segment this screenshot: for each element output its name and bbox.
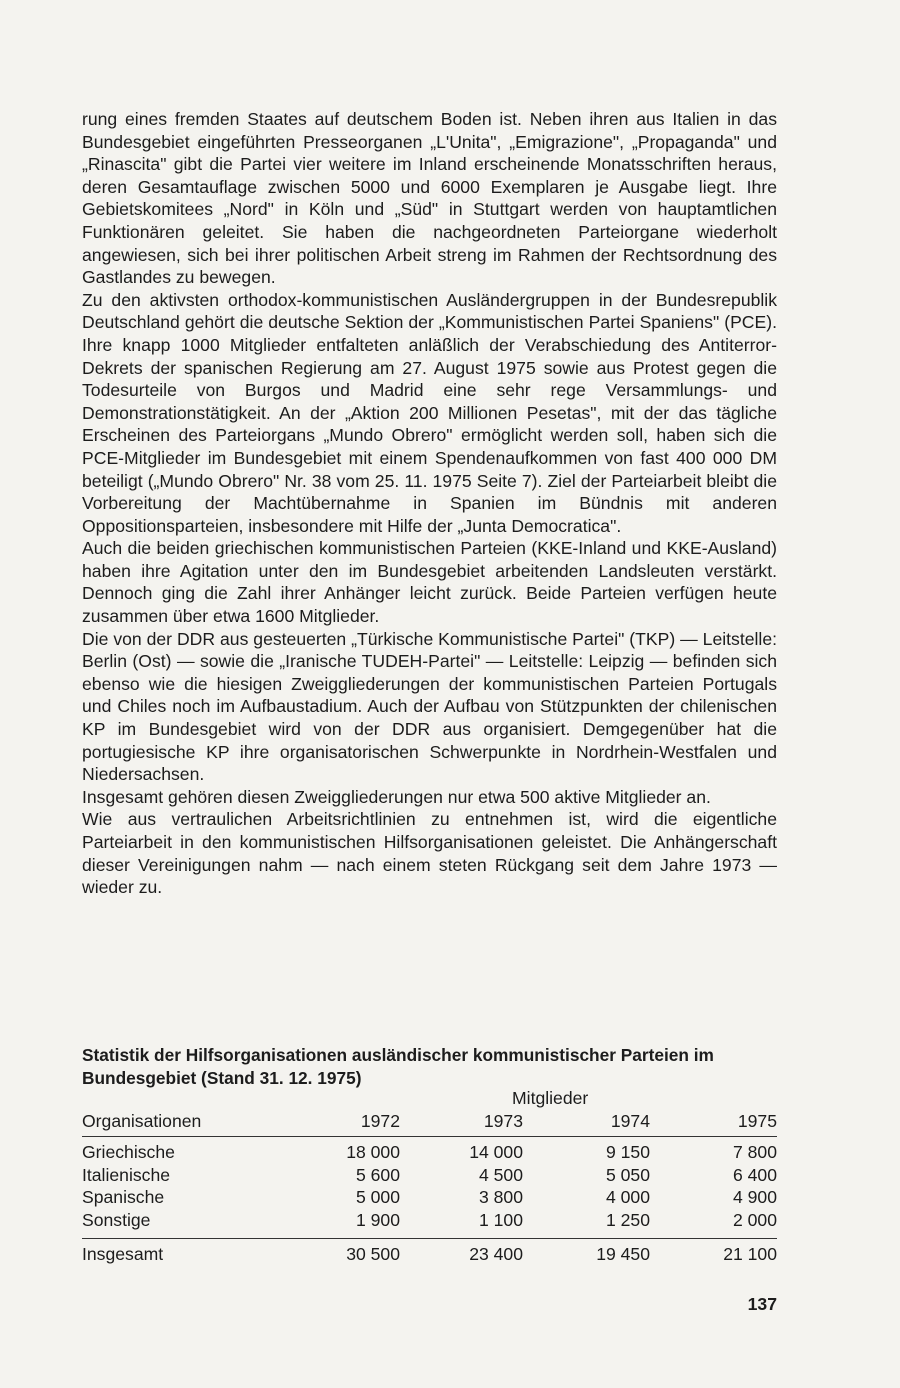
group-header-mitglieder: Mitglieder bbox=[512, 1088, 589, 1108]
cell-value: 6 400 bbox=[732, 1164, 777, 1185]
cell-value: 21 100 bbox=[723, 1243, 777, 1264]
cell-value: 18 000 bbox=[346, 1142, 400, 1163]
total-rule bbox=[82, 1238, 777, 1239]
cell-value: 1 100 bbox=[478, 1209, 523, 1230]
header-year: 1972 bbox=[360, 1110, 400, 1131]
cell-value: 14 000 bbox=[469, 1142, 523, 1163]
table-header-row bbox=[82, 1110, 777, 1133]
paragraph: Insgesamt gehören diesen Zweiggliederungen nur etwa 500 aktive Mitglieder an. bbox=[82, 786, 711, 807]
paragraph: Zu den aktivsten orthodox-kommunistischen Ausländergruppen in der Bundesrepublik Deutschland gehört die deutsche Sektion der „Kommunistischen Partei Spaniens" (PCE). Ihre knapp 1000 Mitglieder entfalteten anläßlich der Verabschiedung des Antiterror-Dekrets der spanischen Regierung am 27. August 1975 sowie aus Protest gegen die Todesurteile von Burgos und Madrid eine sehr rege Versammlungs- und Demonstrationstätigkeit. An der „Aktion 200 Millionen Pesetas", mit der das tägliche Erscheinen des Parteiorgans „Mundo Obrero" ermöglicht werden soll, haben sich die PCE-Mitglieder im Bundesgebiet mit einem Spendenaufkommen von fast 400 000 DM beteiligt („Mundo Obrero" Nr. 38 vom 25. 11. 1975 Seite 7). Ziel der Parteiarbeit bleibt die Vorbereitung der Machtübernahme in Spanien im Bündnis mit anderen Oppositionsparteien, insbesondere mit Hilfe der „Junta Democratica". bbox=[82, 289, 777, 536]
header-organisationen: Organisationen bbox=[82, 1110, 202, 1131]
row-label: Spanische bbox=[82, 1187, 165, 1208]
header-year: 1975 bbox=[737, 1110, 777, 1131]
cell-value: 4 500 bbox=[478, 1164, 523, 1185]
row-label: Italienische bbox=[82, 1164, 171, 1185]
cell-value: 3 800 bbox=[478, 1187, 523, 1208]
cell-value: 5 050 bbox=[605, 1164, 650, 1185]
cell-value: 4 000 bbox=[605, 1187, 650, 1208]
cell-value: 23 400 bbox=[469, 1243, 523, 1264]
paragraph: rung eines fremden Staates auf deutschem Boden ist. Neben ihren aus Italien in das Bundesgebiet eingeführten Presseorganen „L'Unita", „Emigrazione", „Propaganda" und „Rinascita" gibt die Partei vier weitere im Inland erscheinende Monatsschriften heraus, deren Gesamtauflage zwischen 5000 und 6000 Exemplaren je Ausgabe liegt. Ihre Gebietskomitees „Nord" in Köln und „Süd" in Stuttgart werden von hauptamtlichen Funktionären geleitet. Sie haben die nachgeordneten Parteiorgane wiederholt angewiesen, sich bei ihrer politischen Arbeit streng im Rahmen der Rechtsordnung des Gastlandes zu bewegen. bbox=[82, 109, 777, 288]
paragraph: Die von der DDR aus gesteuerten „Türkische Kommunistische Partei" (TKP) — Leitstelle: Berlin (Ost) — sowie die „Iranische TUDEH-Partei" — Leitstelle: Leipzig — befinden sich ebenso wie die hiesigen Zweiggliederungen der kommunistischen Parteien Portugals und Chiles noch im Aufbaustadium. Auch der Aufbau von Stützpunkten der chilenischen KP im Bundesgebiet wird von der DDR aus organisiert. Demgegenüber hat die portugiesische KP ihre organisatorischen Schwerpunkte in Nordrhein-Westfalen und Niedersachsen. bbox=[82, 628, 777, 785]
cell-value: 5 000 bbox=[355, 1187, 400, 1208]
cell-value: 1 900 bbox=[355, 1209, 400, 1230]
body-text bbox=[82, 108, 777, 899]
paragraph: Auch die beiden griechischen kommunistischen Parteien (KKE-Inland und KKE-Ausland) haben ihre Agitation unter den im Bundesgebiet arbeitenden Landsleuten verstärkt. Dennoch ging die Zahl ihrer Anhänger leicht zurück. Beide Parteien verfügen heute zusammen über etwa 1600 Mitglieder. bbox=[82, 538, 777, 627]
cell-value: 1 250 bbox=[605, 1209, 650, 1230]
cell-value: 9 150 bbox=[605, 1142, 650, 1163]
table-row bbox=[82, 1186, 777, 1209]
table-row bbox=[82, 1164, 777, 1187]
page-number: 137 bbox=[747, 1294, 777, 1314]
statistics-table bbox=[82, 1087, 777, 1265]
header-year: 1974 bbox=[610, 1110, 650, 1131]
row-label: Griechische bbox=[82, 1142, 175, 1163]
paragraph: Wie aus vertraulichen Arbeitsrichtlinien zu entnehmen ist, wird die eigentliche Parteiarbeit in den kommunistischen Hilfsorganisationen geleistet. Die Anhängerschaft dieser Vereinigungen nahm — nach einem steten Rückgang seit dem Jahre 1973 — wieder zu. bbox=[82, 809, 777, 898]
cell-value: 5 600 bbox=[355, 1164, 400, 1185]
table-total-row bbox=[82, 1243, 777, 1266]
cell-value: 19 450 bbox=[596, 1243, 650, 1264]
header-rule bbox=[82, 1136, 777, 1137]
cell-value: 2 000 bbox=[732, 1209, 777, 1230]
cell-value: 7 800 bbox=[732, 1142, 777, 1163]
row-label: Insgesamt bbox=[82, 1243, 164, 1264]
cell-value: 4 900 bbox=[732, 1187, 777, 1208]
table-title: Statistik der Hilfsorganisationen ausländischer kommunistischer Parteien im Bundesgebiet (Stand 31. 12. 1975) bbox=[82, 1045, 714, 1088]
cell-value: 30 500 bbox=[346, 1243, 400, 1264]
row-label: Sonstige bbox=[82, 1209, 151, 1230]
table-group-header-row bbox=[82, 1087, 777, 1110]
header-year: 1973 bbox=[483, 1110, 523, 1131]
table-row bbox=[82, 1141, 777, 1164]
table-row bbox=[82, 1209, 777, 1232]
